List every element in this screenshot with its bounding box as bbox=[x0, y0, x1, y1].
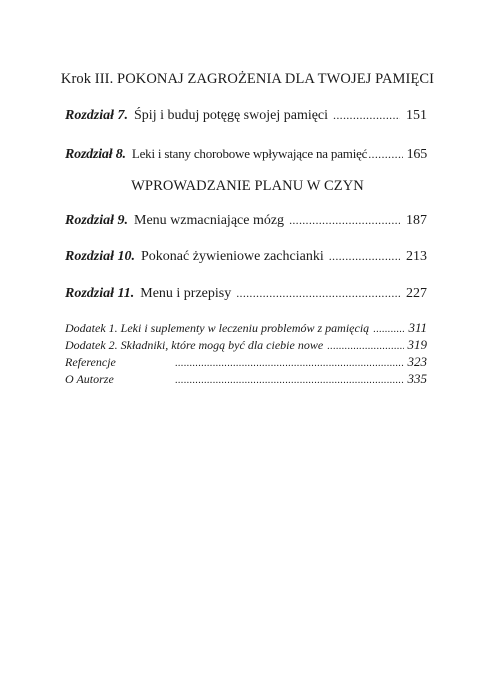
dot-leader bbox=[327, 341, 403, 352]
appendix-title: O Autorze bbox=[65, 372, 114, 386]
page-number: 151 bbox=[406, 108, 427, 123]
chapter-title: Pokonać żywieniowe zachcianki bbox=[141, 249, 324, 264]
chapter-title: Menu wzmacniające mózg bbox=[134, 213, 285, 228]
section-heading-krok-3: Krok III. POKONAJ ZAGROŻENIA DLA TWOJEJ PAMIĘCI bbox=[60, 71, 435, 87]
page-number: 311 bbox=[408, 320, 427, 335]
dot-leader bbox=[368, 147, 402, 162]
page-number: 213 bbox=[406, 249, 427, 264]
page-number: 165 bbox=[406, 147, 427, 162]
dot-leader bbox=[289, 213, 400, 228]
toc-entry-references[interactable] bbox=[65, 354, 427, 370]
chapter-label: Rozdział 7. bbox=[65, 108, 129, 123]
chapter-title: Leki i stany chorobowe wpływające na pamięć bbox=[131, 146, 368, 161]
toc-entry-appendix-1[interactable] bbox=[65, 320, 427, 336]
dot-leader bbox=[329, 249, 400, 264]
toc-entry-chapter-8[interactable] bbox=[65, 146, 427, 163]
chapter-title: Śpij i buduj potęgę swojej pamięci bbox=[134, 108, 329, 123]
toc-entry-chapter-9[interactable] bbox=[65, 213, 427, 229]
dot-leader bbox=[373, 324, 404, 335]
page-number: 227 bbox=[406, 286, 427, 301]
appendix-title: Dodatek 2. Składniki, które mogą być dla ciebie nowe bbox=[65, 338, 324, 352]
appendix-title: Dodatek 1. Leki i suplementy w leczeniu problemów z pamięcią bbox=[65, 321, 370, 335]
dot-leader bbox=[175, 375, 404, 386]
page-number: 187 bbox=[406, 213, 427, 228]
appendix-title: Referencje bbox=[65, 355, 116, 369]
chapter-label: Rozdział 11. bbox=[65, 286, 135, 301]
page-number: 323 bbox=[407, 354, 427, 369]
dot-leader bbox=[175, 358, 404, 369]
toc-entry-chapter-10[interactable] bbox=[65, 249, 427, 265]
page-number: 319 bbox=[407, 337, 427, 352]
toc-entry-about-author[interactable] bbox=[65, 371, 427, 387]
page-number: 335 bbox=[407, 371, 427, 386]
toc-entry-chapter-11[interactable] bbox=[65, 286, 427, 302]
toc-entry-appendix-2[interactable] bbox=[65, 337, 427, 353]
chapter-label: Rozdział 8. bbox=[65, 147, 126, 162]
dot-leader bbox=[333, 108, 400, 123]
chapter-label: Rozdział 10. bbox=[65, 249, 136, 264]
toc-entry-chapter-7[interactable] bbox=[65, 108, 427, 124]
chapter-label: Rozdział 9. bbox=[65, 213, 129, 228]
section-heading-plan: WPROWADZANIE PLANU W CZYN bbox=[131, 178, 364, 194]
dot-leader bbox=[236, 286, 400, 301]
chapter-title: Menu i przepisy bbox=[140, 286, 232, 301]
